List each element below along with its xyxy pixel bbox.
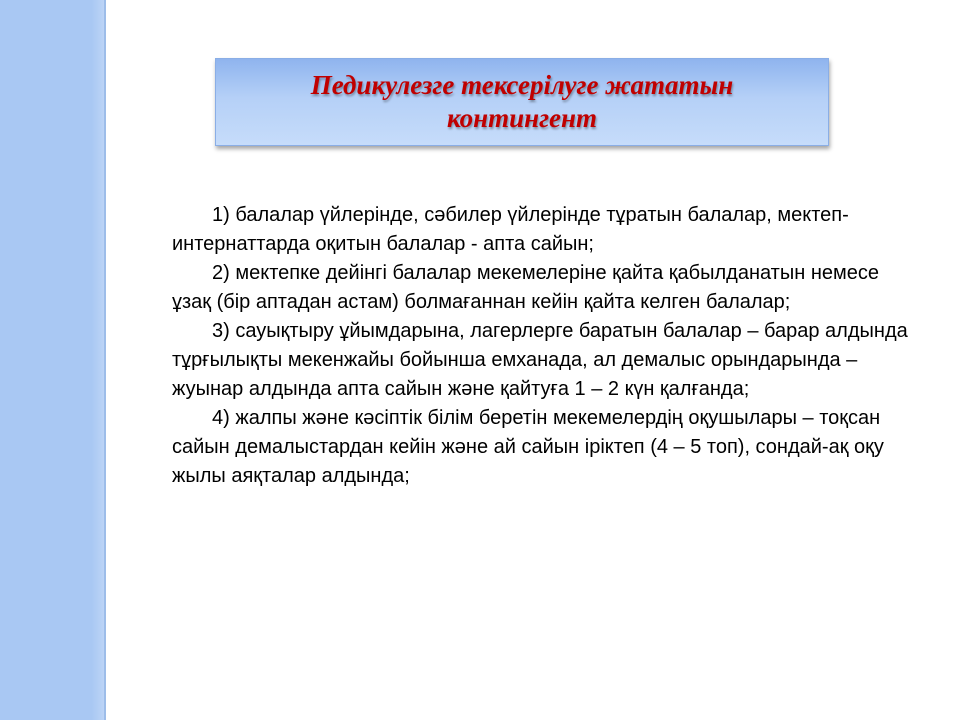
list-item-4: 4) жалпы және кәсіптік білім беретін мекемелердің оқушылары – тоқсан сайын демалыстардан кейін және ай сайын іріктеп (4 – 5 топ), сондай-ақ оқу жылы аяқталар алдында;: [172, 407, 884, 487]
list-item-1: 1) балалар үйлерінде, сәбилер үйлерінде тұратын балалар, мектеп-интернаттарда оқитын балалар - апта сайын;: [172, 204, 849, 255]
list-item-2: 2) мектепке дейінгі балалар мекемелеріне қайта қабылданатын немесе ұзақ (бір аптадан астам) болмағаннан кейін қайта келген балалар;: [172, 262, 879, 313]
slide-title: Педикулезге тексерілуге жататын контингент: [310, 70, 734, 133]
body-text: [172, 201, 912, 491]
list-item-3: 3) сауықтыру ұйымдарына, лагерлерге баратын балалар – барар алдында тұрғылықты мекенжайы бойынша емханада, ал демалыс орындарында – жуынар алдында апта сайын және қайтуға 1 – 2 күн қалғанда;: [172, 320, 908, 400]
title-box: [215, 58, 829, 146]
side-decoration-bar: [0, 0, 106, 720]
